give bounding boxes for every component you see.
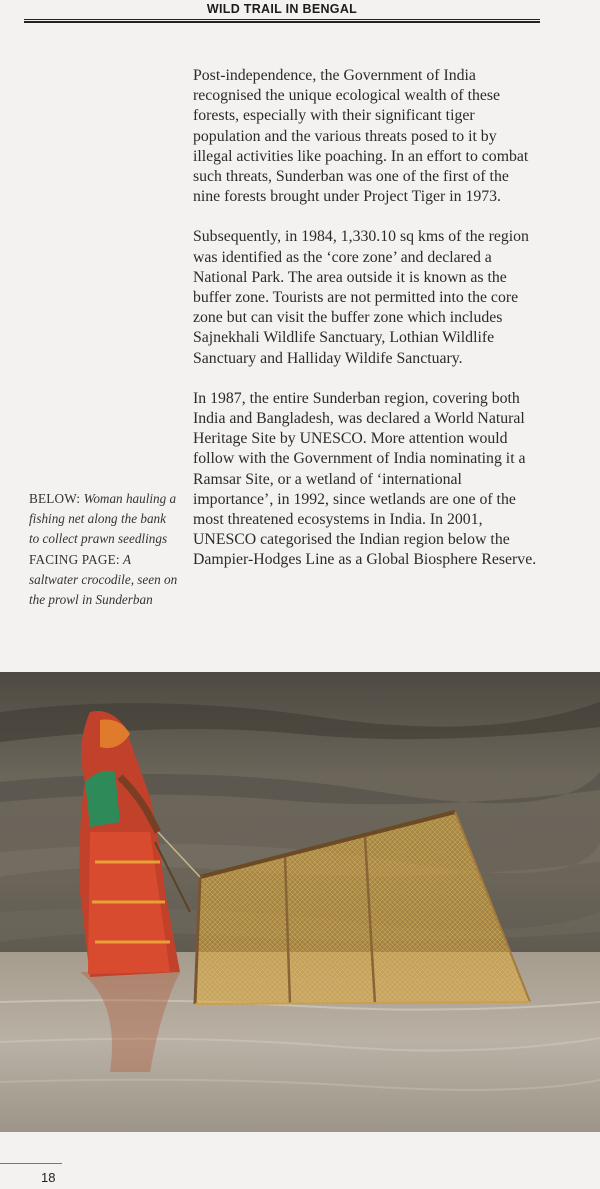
body-text [193,66,539,591]
caption-below-label: BELOW: [29,491,81,506]
header-rule-thick [24,21,540,23]
caption-facing-label: FACING PAGE: [29,551,120,567]
paragraph-3: In 1987, the entire Sunderban region, covering both India and Bangladesh, was declared a World Natural Heritage Site by UNESCO. More attention would follow with the Government of India nominating it a Ramsar Site, or a wetland of ‘international importance’, in 1992, since wetlands are one of the most threatened ecosystems in India. In 2001, UNESCO categorised the Indian region below the Dampier-Hodges Line as a Global Biosphere Reserve. [193,389,537,569]
caption-facing [29,550,179,611]
paragraph-1: Post-independence, the Government of India recognised the unique ecological wealth of these forests, especially with their significant tiger population and the various threats posed to it by illegal activities like poaching. In an effort to combat such threats, Sunderban was one of the first of the nine forests brought under Project Tiger in 1973. [193,67,529,206]
caption-below [29,489,179,550]
running-header-title: WILD TRAIL IN BENGAL [206,2,358,16]
footer-rule [0,1163,62,1164]
caption-below-text: Woman hauling a fishing net along the bank to collect prawn seedlings [29,491,177,547]
caption-facing-text: A saltwater crocodile, seen on the prowl in Sunderban [29,551,178,608]
fishing-net-photo [0,672,600,1132]
page-number: 18 [41,1170,56,1185]
running-header [24,0,540,22]
photo-caption [29,489,179,610]
paragraph-2: Subsequently, in 1984, 1,330.10 sq kms of the region was identified as the ‘core zone’ and declared a National Park. The area outside it is known as the buffer zone. Tourists are not permitted into the core zone but can visit the buffer zone which includes Sajnekhali Wildlife Sanctuary, Lothian Wildlife Sanctuary and Halliday Wildife Sanctuary. [193,228,529,367]
header-rule [24,19,540,20]
